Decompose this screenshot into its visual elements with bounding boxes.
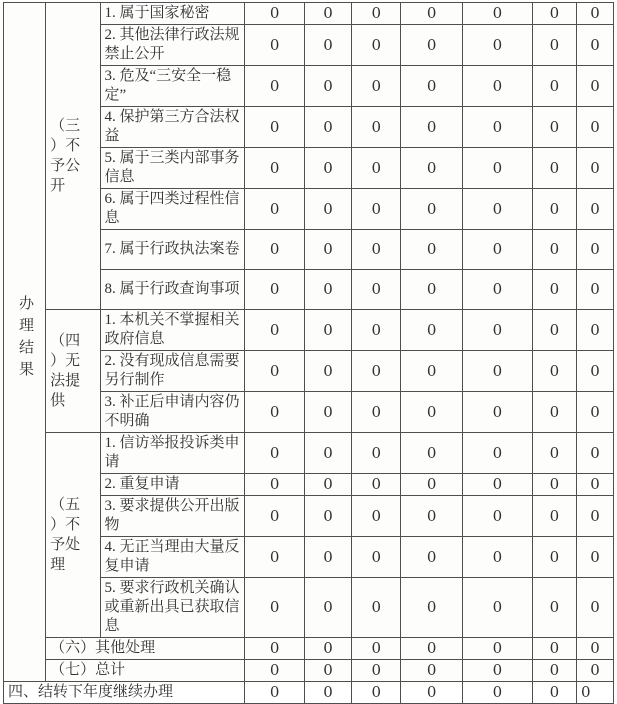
value-cell: 0 [462,148,532,189]
value-cell: 0 [352,3,401,25]
item-label-cell: 1. 属于国家秘密 [100,3,245,25]
value-cell: 0 [352,230,401,270]
value-cell: 0 [245,351,305,392]
value-cell: 0 [532,107,576,148]
value-cell: 0 [304,351,351,392]
item-label-cell: 3. 要求提供公开出版物 [100,496,245,537]
value-cell: 0 [304,25,351,66]
table-row [4,3,614,25]
section-label-cell [46,433,100,638]
value-cell: 0 [352,537,401,578]
value-cell: 0 [352,351,401,392]
value-cell: 0 [532,25,576,66]
value-cell: 0 [245,474,305,496]
value-cell: 0 [352,66,401,107]
value-cell: 0 [304,3,351,25]
value-cell: 0 [401,270,463,310]
value-cell: 0 [462,270,532,310]
value-cell: 0 [401,578,463,638]
table-row [4,682,614,704]
value-cell: 0 [245,496,305,537]
value-cell: 0 [245,107,305,148]
row-group-label: 办理结果 [17,295,34,383]
value-cell: 0 [304,682,351,704]
value-cell: 0 [532,310,576,351]
value-cell: 0 [352,682,401,704]
value-cell: 0 [401,638,463,660]
value-cell: 0 [304,496,351,537]
value-cell: 0 [245,310,305,351]
value-cell: 0 [304,230,351,270]
value-cell: 0 [532,351,576,392]
value-cell: 0 [576,66,613,107]
value-cell: 0 [401,682,463,704]
item-label-cell: 2. 其他法律行政法规禁止公开 [100,25,245,66]
footer-label-cell: 四、结转下年度继续办理 [4,682,245,704]
value-cell: 0 [304,474,351,496]
item-label-cell: 3. 补正后申请内容仍不明确 [100,392,245,433]
item-label-cell: 4. 保护第三方合法权益 [100,107,245,148]
value-cell: 0 [245,66,305,107]
section-label-cell [46,310,100,433]
value-cell: 0 [462,25,532,66]
value-cell: 0 [304,433,351,474]
value-cell: 0 [401,148,463,189]
value-cell: 0 [352,578,401,638]
value-cell: 0 [532,189,576,230]
item-label-cell: 6. 属于四类过程性信息 [100,189,245,230]
value-cell: 0 [576,392,613,433]
value-cell: 0 [245,25,305,66]
summary-label-cell: （六）其他处理 [46,638,245,660]
value-cell: 0 [304,638,351,660]
value-cell: 0 [352,189,401,230]
value-cell: 0 [401,496,463,537]
value-cell: 0 [532,578,576,638]
value-cell: 0 [462,682,532,704]
section-label: （四）无法提供 [50,333,81,409]
value-cell: 0 [576,682,613,704]
value-cell: 0 [304,270,351,310]
value-cell: 0 [462,537,532,578]
value-cell: 0 [532,66,576,107]
value-cell: 0 [462,189,532,230]
value-cell: 0 [576,660,613,682]
value-cell: 0 [462,230,532,270]
value-cell: 0 [462,351,532,392]
value-cell: 0 [576,270,613,310]
value-cell: 0 [401,351,463,392]
value-cell: 0 [245,189,305,230]
value-cell: 0 [352,433,401,474]
value-cell: 0 [532,474,576,496]
value-cell: 0 [576,474,613,496]
section-label-cell [46,3,100,310]
value-cell: 0 [304,578,351,638]
value-cell: 0 [245,537,305,578]
value-cell: 0 [352,25,401,66]
value-cell: 0 [462,66,532,107]
value-cell: 0 [532,638,576,660]
value-cell: 0 [462,392,532,433]
value-cell: 0 [304,392,351,433]
value-cell: 0 [245,230,305,270]
section-label: （三）不予公开 [50,118,81,194]
item-label-cell: 8. 属于行政查询事项 [100,270,245,310]
value-cell: 0 [245,392,305,433]
value-cell: 0 [532,3,576,25]
value-cell: 0 [462,310,532,351]
value-cell: 0 [576,107,613,148]
value-cell: 0 [532,660,576,682]
value-cell: 0 [576,578,613,638]
value-cell: 0 [401,537,463,578]
value-cell: 0 [532,148,576,189]
value-cell: 0 [401,25,463,66]
value-cell: 0 [401,66,463,107]
value-cell: 0 [462,638,532,660]
value-cell: 0 [304,537,351,578]
value-cell: 0 [401,392,463,433]
value-cell: 0 [245,3,305,25]
value-cell: 0 [304,660,351,682]
value-cell: 0 [532,270,576,310]
item-label-cell: 7. 属于行政执法案卷 [100,230,245,270]
value-cell: 0 [245,148,305,189]
value-cell: 0 [352,270,401,310]
value-cell: 0 [401,189,463,230]
value-cell: 0 [401,474,463,496]
value-cell: 0 [304,107,351,148]
value-cell: 0 [576,230,613,270]
item-label-cell: 2. 没有现成信息需要另行制作 [100,351,245,392]
value-cell: 0 [245,660,305,682]
value-cell: 0 [245,578,305,638]
section-label: （五）不予处理 [50,497,81,573]
value-cell: 0 [352,310,401,351]
value-cell: 0 [304,148,351,189]
value-cell: 0 [401,310,463,351]
value-cell: 0 [245,682,305,704]
value-cell: 0 [401,433,463,474]
value-cell: 0 [245,433,305,474]
value-cell: 0 [576,189,613,230]
value-cell: 0 [462,3,532,25]
item-label-cell: 4. 无正当理由大量反复申请 [100,537,245,578]
value-cell: 0 [576,148,613,189]
table-row [4,310,614,351]
value-cell: 0 [532,537,576,578]
value-cell: 0 [245,270,305,310]
value-cell: 0 [352,474,401,496]
value-cell: 0 [532,433,576,474]
value-cell: 0 [576,351,613,392]
value-cell: 0 [352,392,401,433]
table-row [4,638,614,660]
value-cell: 0 [352,496,401,537]
value-cell: 0 [576,496,613,537]
value-cell: 0 [401,107,463,148]
value-cell: 0 [462,660,532,682]
item-label-cell: 2. 重复申请 [100,474,245,496]
value-cell: 0 [532,392,576,433]
value-cell: 0 [576,433,613,474]
value-cell: 0 [304,310,351,351]
value-cell: 0 [352,638,401,660]
value-cell: 0 [401,230,463,270]
table-row [4,433,614,474]
value-cell: 0 [576,25,613,66]
value-cell: 0 [532,682,576,704]
value-cell: 0 [462,107,532,148]
value-cell: 0 [576,3,613,25]
value-cell: 0 [576,310,613,351]
value-cell: 0 [304,189,351,230]
value-cell: 0 [401,660,463,682]
value-cell: 0 [401,3,463,25]
row-group-label-cell [4,3,46,682]
scanned-report-page [0,2,617,701]
value-cell: 0 [532,496,576,537]
item-label-cell: 5. 属于三类内部事务信息 [100,148,245,189]
value-cell: 0 [352,148,401,189]
value-cell: 0 [245,638,305,660]
item-label-cell: 5. 要求行政机关确认或重新出具已获取信息 [100,578,245,638]
value-cell: 0 [462,433,532,474]
disclosure-results-table [3,2,614,704]
value-cell: 0 [462,578,532,638]
value-cell: 0 [352,107,401,148]
table-row [4,660,614,682]
value-cell: 0 [352,660,401,682]
item-label-cell: 1. 本机关不掌握相关政府信息 [100,310,245,351]
value-cell: 0 [576,638,613,660]
value-cell: 0 [532,230,576,270]
value-cell: 0 [462,474,532,496]
item-label-cell: 3. 危及“三安全一稳定” [100,66,245,107]
item-label-cell: 1. 信访举报投诉类申请 [100,433,245,474]
value-cell: 0 [576,537,613,578]
value-cell: 0 [304,66,351,107]
value-cell: 0 [462,496,532,537]
summary-label-cell: （七）总计 [46,660,245,682]
